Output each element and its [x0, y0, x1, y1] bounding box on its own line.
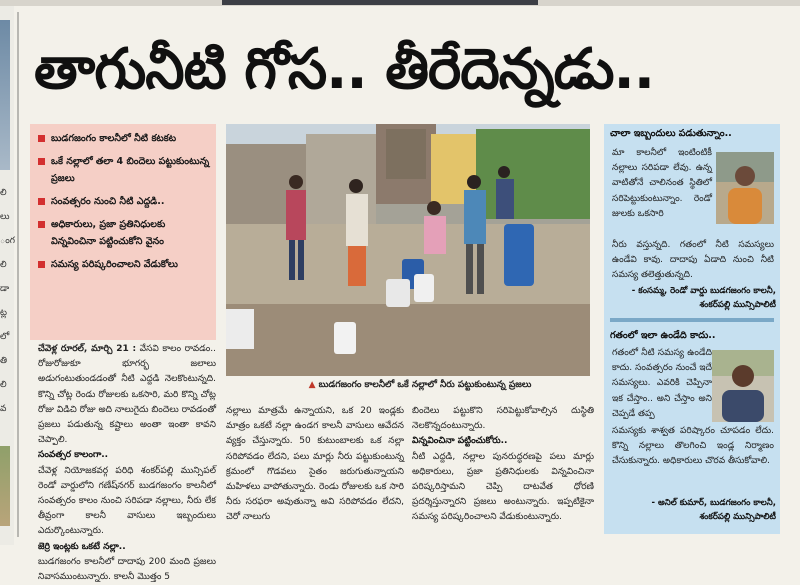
highlight-item: [38, 256, 210, 273]
highlight-item: [38, 216, 210, 250]
quotes-sidebar: [604, 124, 780, 534]
article-column-2: [226, 404, 404, 538]
subheading: జెర్రి ఇంట్లకు ఒకటే నల్లా..: [38, 541, 126, 552]
bullet-square-icon: [38, 221, 45, 228]
quote-text: నీరు వస్తున్నది. గతంలో నీటి సమస్యలు ఉండేవి కావు. దాదాపు ఏడాది నుంచి నీటి సమస్య తలెత్తుతున్నది.: [612, 240, 774, 281]
top-edge-bar: [0, 0, 800, 6]
highlights-box: [30, 124, 216, 340]
fragment-text: లి: [0, 188, 7, 198]
water-queue-illustration: [226, 124, 590, 376]
photo-caption: [300, 376, 540, 394]
attribution-name: - అనిల్‌ కుమార్‌, బుడగజంగం కాలనీ,: [651, 498, 776, 508]
quote-attribution: [612, 496, 776, 524]
adjacent-photo-fragment: [0, 446, 10, 526]
quote-heading: చాలా ఇబ్బందులు పడుతున్నాం..: [610, 128, 732, 139]
fragment-text: వ: [0, 404, 7, 414]
caption-arrow-icon: ▲: [308, 380, 319, 390]
bullet-square-icon: [38, 261, 45, 268]
column-rule: [17, 12, 19, 537]
article-paragraph: బుడగజంగం కాలనీలో దాదాపు 200 మంది ప్రజలు నివాసముంటున్నారు. కాలనీ మొత్తం 5: [38, 556, 216, 583]
sidebar-divider: [610, 318, 774, 322]
quote-text: గతంలో నీటి సమస్య ఉండేది కాదు. సంవత్సరం నుంచే ఇదే సమస్యలు. ఎవరికి చెప్పినా ఇక చేస్తాం.. అని చేస్తాం అని చెప్పడే తప్ప: [612, 348, 712, 419]
highlight-text: ఒకే నల్లాలో తలా 4 బిందెలు పట్టుకుంటున్న ప్రజలు: [51, 156, 210, 184]
person-photo: [712, 350, 774, 422]
dateline: చేవెళ్ల రూరల్‌, మార్చి 21 :: [38, 344, 137, 354]
bullet-square-icon: [38, 135, 45, 142]
main-photo: [226, 124, 590, 376]
fragment-text: లు: [0, 212, 10, 222]
highlight-text: సంవత్సరం నుంచి నీటి ఎద్దడి..: [51, 196, 165, 207]
bullet-square-icon: [38, 198, 45, 205]
article-paragraph: నీటి ఎద్దడి, నల్లాల పునరుద్ధరణపై పలు మార్లు అధికారులు, ప్రజా ప్రతినిధులకు విన్నవించినా పరిష్కరిస్తామని చెప్పి దాటవేత ధోరణి ప్రదర్శిస్తున్నారని ప్రజలు అంటున్నారు. ఇప్పటికైనా సమస్య పరిష్కరించాలని వేడుకుంటున్నారు.: [412, 451, 594, 523]
article-paragraph: చేవెళ్ల నియోజకవర్గ పరిధి శంకర్‌పల్లి మున్సిపల్‌ రెండో వార్డులోని గణేష్‌నగర్‌ బుడగజంగం కాలనీలో సంవత్సరం కాలం నుంచి సరిపడా నల్లాలు, నీరు లేక తీవ్రంగా కాలనీ వాసులు ఇబ్బందులు ఎదుర్కొంటున్నారు.: [38, 465, 216, 537]
article-paragraph: [38, 342, 216, 448]
fragment-text: తి: [0, 356, 8, 366]
paragraph-text: వేసవి కాలం రావడం.. రోజురోజుకూ భూగర్భ జలాలు అడుగంటుతుండడంతో నీటి ఎద్దడి నెలకొంటున్నది. కొన్ని చోట్ల రెండు రోజులకు ఒకసారి, మరి కొన్ని చోట్ల రోజు విడిచి రోజు అది నాలుగైదు బిందెలు రావడంతో ప్రజలు పడుతున్న కష్టాలు అంతా ఇంతా కావని చెప్పాలి.: [38, 344, 216, 446]
subheading: విన్నవించినా పట్టించుకోరు..: [412, 436, 508, 447]
quote-heading: గతంలో ఇలా ఉండేది కాదు..: [610, 330, 716, 341]
article-column-3: [412, 404, 594, 538]
attribution-place: శంకర్‌పల్లి మున్సిపాలిటీ: [699, 512, 776, 522]
top-edge-dark-strip: [222, 0, 538, 5]
fragment-text: లి: [0, 260, 7, 270]
photo-caption-text: బుడగజంగం కాలనీలో ఒకే నల్లాలో నీరు పట్టుకుంటున్న ప్రజలు: [318, 380, 532, 390]
article-column-1: [38, 342, 216, 583]
article-paragraph: నల్లాలు మాత్రమే ఉన్నాయని, ఒక 20 ఇండ్లకు మాత్రం ఒకటే నల్లా ఉండగ కాలనీ వాసులు ఆవేదన వ్యక్తం చేస్తున్నారు. 50 కుటుంబాలకు ఒక నల్లా సరిపోవడం లేదని, పలు మార్లు నీరు పట్టుకుంటున్న క్రమంలో గొడవలు సైతం జరుగుతున్నాయని మహిళలు వాపోతున్నారు. రెండు రోజులకు ఒక సారి నీరు సరఫరా అవుతున్నా అవి సరిపోవడం లేదని, చెరో నాలుగు: [226, 406, 404, 523]
highlight-item: [38, 193, 210, 210]
headline: తాగునీటి గోస.. తీరేదెన్నడు..: [34, 37, 655, 102]
highlight-text: అధికారులు, ప్రజా ప్రతినిధులకు విన్నవించినా పట్టించుకోని వైనం: [51, 219, 166, 247]
highlight-item: [38, 130, 210, 147]
subheading: సంవత్సర కాలంగా..: [38, 450, 109, 461]
quote-text: సమస్యకు శాశ్వత పరిష్కారం చూపడం లేదు. కొన్ని నల్లాలు తొలగించి ఇండ్ల నిర్మాణం చేసుకున్నారు. అధికారులు చొరవ తీసుకోవాలి.: [612, 426, 774, 467]
quote-attribution: [612, 284, 776, 312]
attribution-name: - కంసమ్మ, రెండో వార్డు బుడగజంగం కాలనీ,: [631, 286, 776, 296]
highlight-text: సమస్య పరిష్కరించాలని వేడుకోలు: [51, 259, 178, 270]
highlight-text: బుడగజంగం కాలనీలో నీటి కటకట: [51, 133, 177, 144]
attribution-place: శంకర్‌పల్లి మున్సిపాలిటీ: [699, 300, 776, 310]
quote-text: మా కాలనీలో ఇంటింటికీ నల్లాలు సరిపడా లేవు. ఉన్న వాటితోనే చాలినంత స్థితిలో సరిపెట్టుకుంటున్నాం. రెండో జులకు ఒకసారి: [612, 148, 712, 219]
fragment-text: డా: [0, 284, 10, 294]
adjacent-article-fragment: [0, 6, 14, 545]
person-photo: [716, 152, 774, 224]
fragment-text: లో: [0, 332, 10, 342]
fragment-text: ంగ: [0, 236, 16, 246]
adjacent-photo-fragment: [0, 20, 10, 170]
article-paragraph: బిందెలు పట్టుకొని సరిపెట్టుకోవాల్సిన దుస్థితి నెలకొన్నదంటున్నారు.: [412, 406, 594, 432]
fragment-text: లి: [0, 380, 7, 390]
bullet-square-icon: [38, 158, 45, 165]
fragment-text: ట్ల: [0, 308, 7, 318]
highlight-item: [38, 153, 210, 187]
